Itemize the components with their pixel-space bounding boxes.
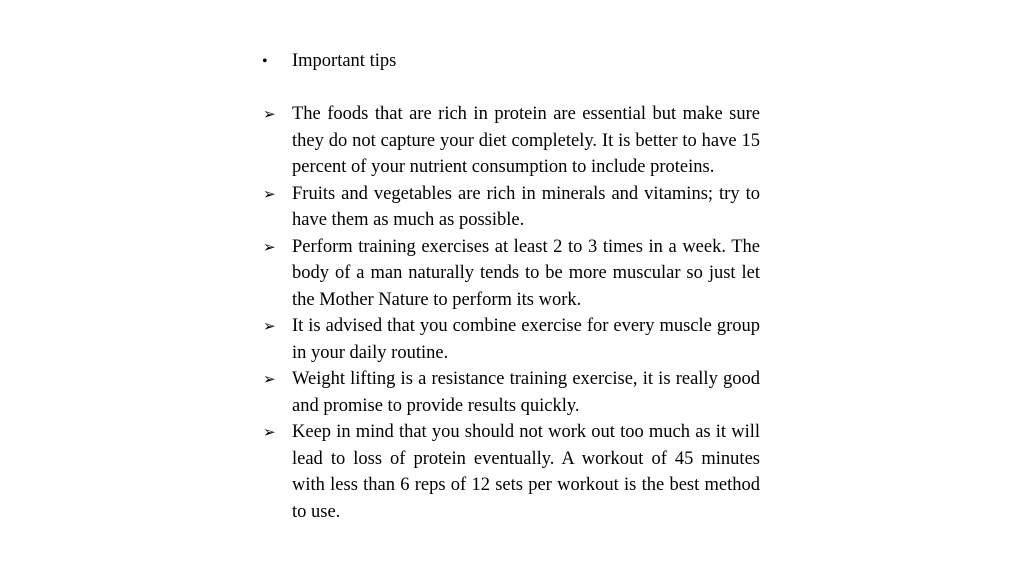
arrow-bullet-icon: ➢ — [263, 184, 276, 203]
arrow-bullet-icon: ➢ — [263, 423, 276, 441]
list-item — [262, 419, 760, 525]
tip-text: Weight lifting is a resistance training exercise, it is really good and promise to provide results quickly. — [292, 369, 760, 416]
tips-list — [262, 101, 760, 525]
heading-text: Important tips — [292, 51, 397, 71]
arrow-bullet-icon: ➢ — [263, 105, 276, 123]
tip-text: Fruits and vegetables are rich in minerals and vitamins; try to have them as much as possible. — [292, 183, 760, 230]
section-heading — [262, 48, 762, 76]
tip-text: The foods that are rich in protein are essential but make sure they do not capture your diet completely. It is better to have 15 percent of your nutrient consumption to include proteins. — [292, 104, 760, 177]
arrow-bullet-icon: ➢ — [263, 317, 276, 335]
arrow-bullet-icon: ➢ — [263, 237, 276, 256]
list-item — [262, 234, 760, 314]
list-item — [262, 181, 760, 234]
list-item — [262, 366, 760, 419]
list-item — [262, 313, 760, 366]
arrow-bullet-icon: ➢ — [263, 370, 276, 388]
tip-text: It is advised that you combine exercise for every muscle group in your daily routine. — [292, 316, 760, 363]
tip-text: Perform training exercises at least 2 to 3 times in a week. The body of a man naturally tends to be more muscular so just let the Mother Nature to perform its work. — [292, 236, 760, 310]
list-item — [262, 101, 760, 181]
bullet-icon: • — [262, 53, 268, 70]
tip-text: Keep in mind that you should not work out too much as it will lead to loss of protein eventually. A workout of 45 minutes with less than 6 reps of 12 sets per workout is the best method to use. — [292, 422, 760, 522]
